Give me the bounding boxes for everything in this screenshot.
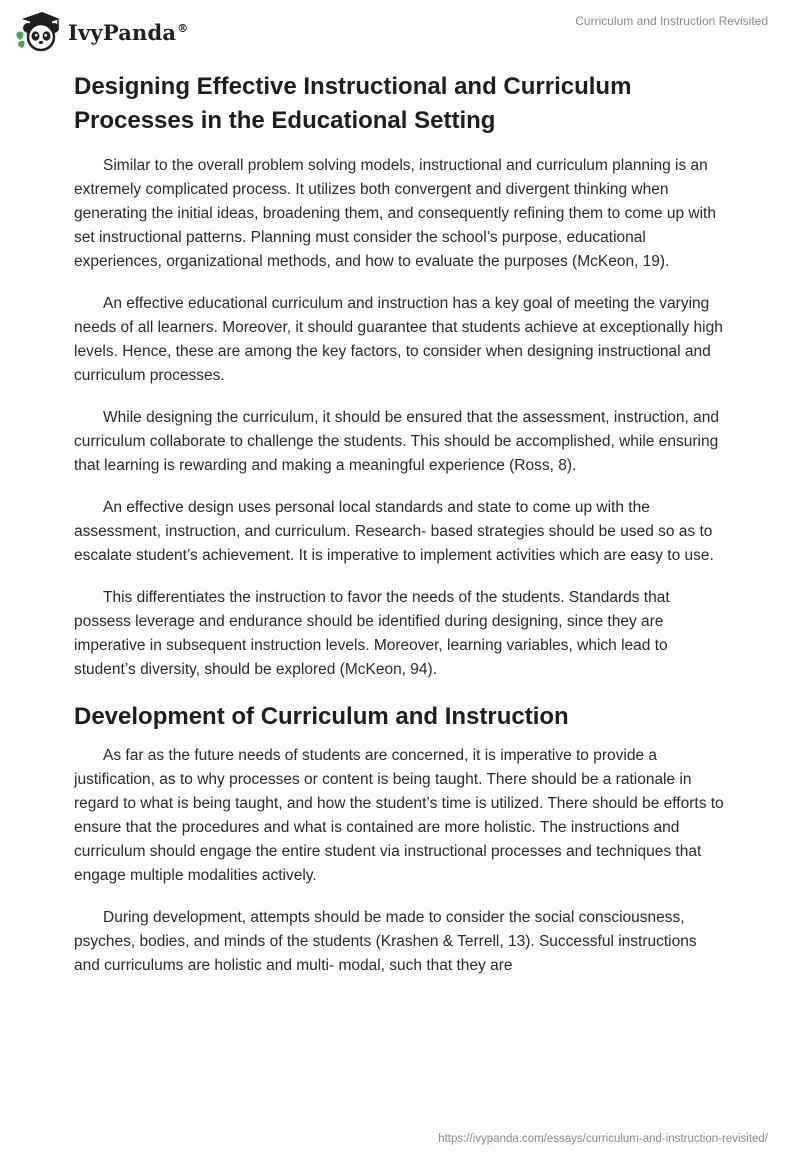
page-header [0,0,800,64]
paragraph: As far as the future needs of students are concerned, it is imperative to provide a justification, as to why processes or content is being taught. There should be a rationale in regard to what is being taught, and how the student’s time is utilized. There should be efforts to ensure that the procedures and what is contained are more holistic. The instructions and curriculum should engage the entire student via instructional processes and techniques that engage multiple modalities actively. [74,747,724,884]
running-title: Curriculum and Instruction Revisited [575,14,768,28]
brand-text: IvyPanda [68,19,177,45]
section-heading-development: Development of Curriculum and Instruction [74,703,569,730]
paragraph: An effective educational curriculum and instruction has a key goal of meeting the varying needs of all learners. Moreover, it should guarantee that students achieve at exceptionally high levels. Hence, these are among the key factors, to consider when designing instructional and curriculum processes. [74,295,723,384]
registered-mark: ® [177,21,189,35]
paragraph: An effective design uses personal local standards and state to come up with the assessment, instruction, and curriculum. Research- based strategies should be used so as to escalate student’s achievement. It is imperative to implement activities which are easy to use. [74,499,714,564]
paragraph: During development, attempts should be made to consider the social consciousness, psyches, bodies, and minds of the students (Krashen & Terrell, 13). Successful instructions and curriculums are holistic and multi- modal, such that they are [74,909,697,974]
paragraph: This differentiates the instruction to favor the needs of the students. Standards that possess leverage and endurance should be identified during designing, since they are imperative in subsequent instruction levels. Moreover, learning variables, which lead to student’s diversity, should be explored (McKeon, 94). [74,589,670,678]
source-url[interactable]: https://ivypanda.com/essays/curriculum-and-instruction-revisited/ [438,1133,768,1145]
section-heading-designing: Designing Effective Instructional and Curriculum Processes in the Educational Setting [74,73,632,134]
brand-name [68,20,188,45]
ivypanda-logo[interactable] [14,8,188,56]
paragraph: While designing the curriculum, it should be ensured that the assessment, instruction, and curriculum collaborate to challenge the students. This should be accomplished, while ensuring that learning is rewarding and making a meaningful experience (Ross, 8). [74,409,720,474]
essay-body [74,70,724,996]
paragraph: Similar to the overall problem solving models, instructional and curriculum planning is an extremely complicated process. It utilizes both convergent and divergent thinking when generating the initial ideas, broadening them, and consequently refining them to come up with set instructional patterns. Planning must consider the school’s purpose, educational experiences, organizational methods, and how to evaluate the purposes (McKeon, 19). [74,157,716,270]
panda-graduate-icon [14,10,62,54]
